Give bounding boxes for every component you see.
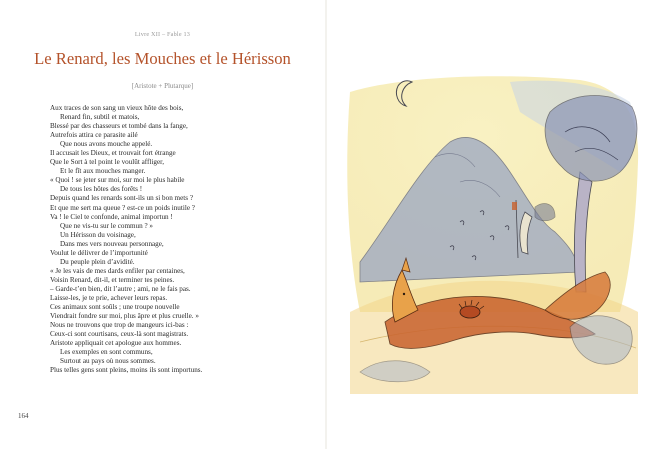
poem-line: Depuis quand les renards sont-ils un si bon mets ? xyxy=(50,194,193,203)
poem-line: Blessé par des chasseurs et tombé dans la fange, xyxy=(50,122,188,131)
poem-line: Surtout au pays où nous sommes. xyxy=(60,357,156,366)
poem-line: Laisse-les, je te prie, achever leurs repas. xyxy=(50,293,168,302)
poem-line: Viendrait fondre sur moi, plus âpre et plus cruelle. » xyxy=(50,312,199,321)
fable-title: Le Renard, les Mouches et le Hérisson xyxy=(34,49,291,68)
poem-line: « Je les vais de mes dards enfiler par centaines, xyxy=(50,266,185,275)
poem-line: Que nous avons mouche appelé. xyxy=(60,140,153,149)
poem-line: Un Hérisson du voisinage, xyxy=(60,230,136,239)
poem-line: Ces animaux sont soûls ; une troupe nouvelle xyxy=(50,303,180,312)
poem-line: Va ! le Ciel te confonde, animal importun ! xyxy=(50,212,173,221)
poem-line: Que ne vis-tu sur le commun ? » xyxy=(60,221,154,230)
poem-line: De tous les hôtes des forêts ! xyxy=(60,185,143,194)
source-attribution: [Aristote + Plutarque] xyxy=(131,82,194,90)
poem-line: Dans mes vers nouveau personnage, xyxy=(60,239,164,248)
poem-line: Plus telles gens sont pleins, moins ils sont importuns. xyxy=(50,366,203,375)
poem-line: « Quoi ! se jeter sur moi, sur moi le plus habile xyxy=(50,176,185,185)
fox-hedgehog-illustration xyxy=(340,72,642,394)
poem-line: Renard fin, subtil et matois, xyxy=(60,113,140,122)
poem-line: Autrefois attira ce parasite ailé xyxy=(50,131,138,140)
poem-line: Aux traces de son sang un vieux hôte des bois, xyxy=(50,104,184,112)
running-head: Livre XII – Fable 13 xyxy=(134,31,191,38)
poem-line: Voulut le délivrer de l’importunité xyxy=(50,248,148,257)
poem-line: Voisin Renard, dit-il, et terminer tes peines. xyxy=(50,275,175,284)
page-gutter xyxy=(325,0,327,449)
poem-line: Aristote appliquait cet apologue aux hommes. xyxy=(50,339,182,348)
poem-line: Il accusait les Dieux, et trouvait fort étrange xyxy=(50,149,176,158)
poem-line: – Garde-t’en bien, dit l’autre ; ami, ne le fais pas. xyxy=(50,284,191,293)
poem-line: Les exemples en sont communs, xyxy=(60,348,153,357)
page-number: 164 xyxy=(18,412,29,420)
poem-line: Du peuple plein d’avidité. xyxy=(60,257,135,266)
poem-line: Ceux-ci sont courtisans, ceux-là sont magistrats. xyxy=(50,330,189,339)
hedgehog xyxy=(460,306,480,318)
poem-line: Et le fît aux mouches manger. xyxy=(60,167,146,176)
poem-line: Que le Sort à tel point le voulût affliger, xyxy=(50,158,165,167)
poem-text xyxy=(50,104,320,375)
poem-line: Et que me sert ma queue ? est-ce un poids inutile ? xyxy=(50,203,195,212)
poem-line: Nous ne trouvons que trop de mangeurs ici-bas : xyxy=(50,321,189,330)
